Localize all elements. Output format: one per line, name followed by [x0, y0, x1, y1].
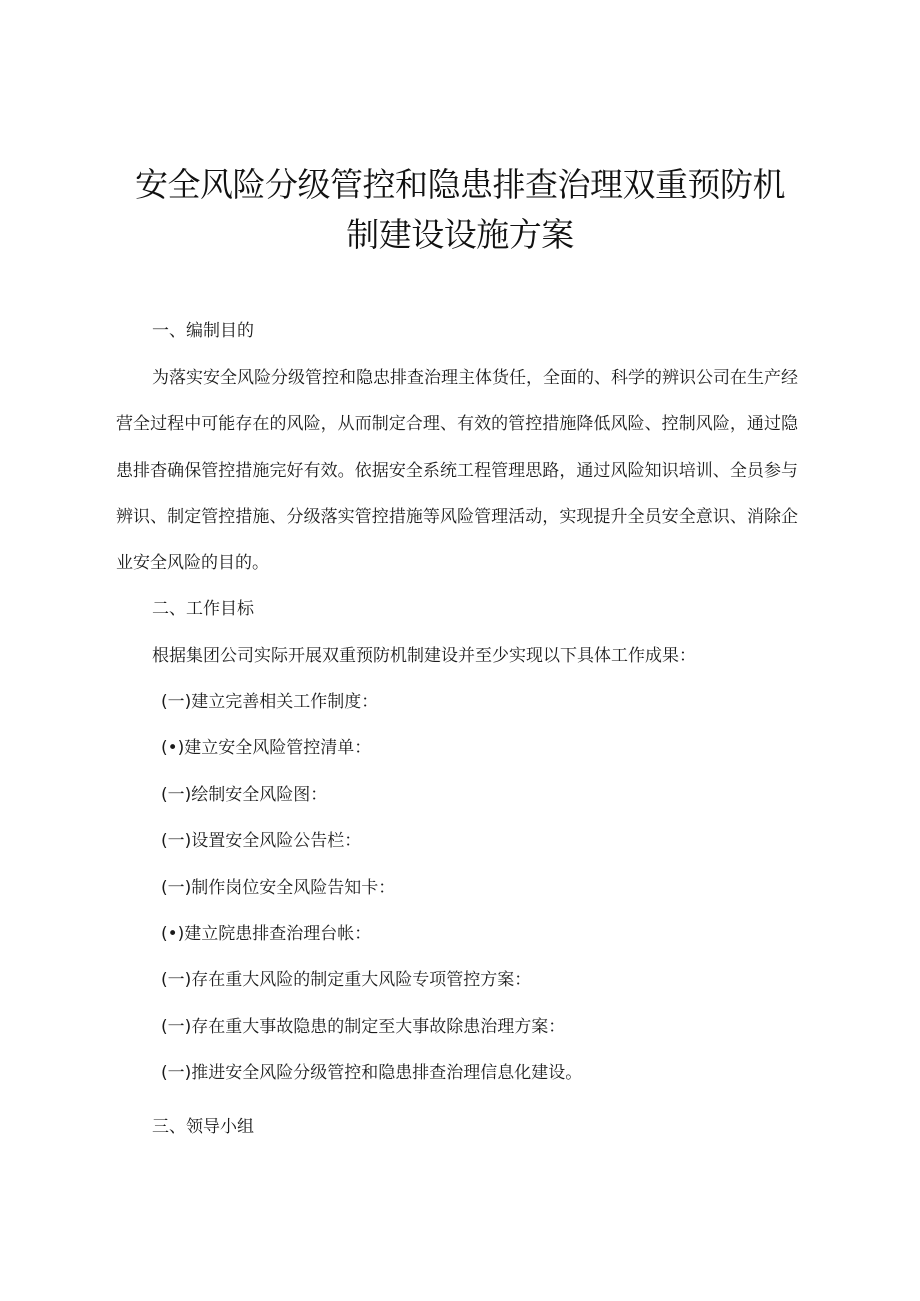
work-goal-item: (一)绘制安全风险图： — [161, 785, 328, 805]
work-goal-item: (一)存在重大事故隐患的制定至大事故除患治理方案： — [161, 1017, 566, 1037]
section-3-heading: 三、领导小组 — [152, 1117, 254, 1137]
work-goal-item: (•)建立院患排查治理台帐： — [161, 924, 372, 944]
work-goal-item: (一)推进安全风险分级管控和隐患排查治理信息化建设。 — [161, 1063, 583, 1083]
section-1-heading: 一、编制目的 — [152, 321, 254, 341]
work-goal-item: (•)建立安全风险管控清单： — [161, 738, 372, 758]
section-1-paragraph-line: 辨识、制定管控措施、分级落实管控措施等风险管理活动，实现提升全员安全意识、消除企 — [116, 507, 798, 527]
work-goal-item: (一)设置安全风险公告栏： — [161, 831, 362, 851]
section-1-paragraph-line: 患排杳确保管控措施完好有效。依据安全系统工程管理思路，通过风险知识培训、全员参与 — [116, 461, 798, 481]
section-1-paragraph-line: 为落实安全风险分级管控和隐忠排查治理主体货任，全面的、科学的辨识公司在生产经 — [152, 368, 798, 388]
section-2-intro: 根据集团公司实际开展双重预防机制建设并至少实现以下具体工作成果： — [152, 646, 696, 666]
document-title-line-1: 安全风险分级管控和隐患排查治理双重预防机 — [135, 165, 785, 204]
document-title-line-2: 制建设设施方案 — [346, 215, 574, 254]
section-1-paragraph-line: 营全过程中可能存在的风险，从而制定合理、有效的管控措施降低风险、控制风险，通过隐 — [116, 414, 798, 434]
section-2-heading: 二、工作目标 — [152, 599, 254, 619]
work-goal-item: (一)建立完善相关工作制度： — [161, 692, 379, 712]
work-goal-item: (一)制作岗位安全风险告知卡： — [161, 878, 396, 898]
work-goal-item: (一)存在重大风险的制定重大风险专项管控方案： — [161, 970, 532, 990]
section-1-paragraph-line: 业安全风险的目的。 — [116, 553, 269, 573]
